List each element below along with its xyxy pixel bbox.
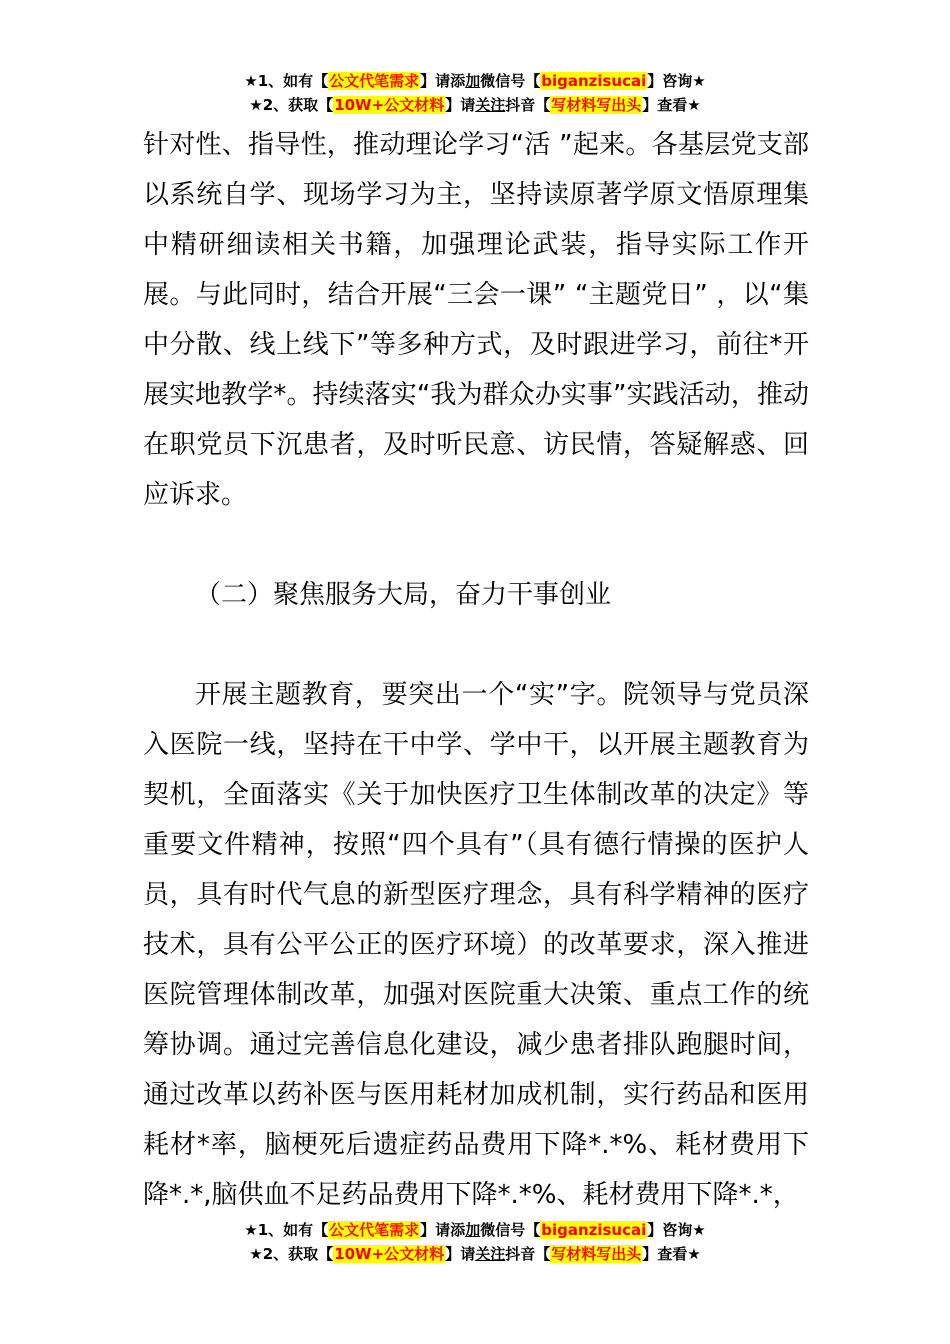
banner-line-2: [0, 1242, 950, 1266]
banner-underlined-text: 加: [465, 72, 481, 90]
banner-text: 】请: [445, 1245, 476, 1263]
banner-underlined-text: 关注: [475, 1245, 506, 1263]
banner-text: ★2、获取【: [249, 1245, 334, 1263]
banner-text: ★1、如有【: [244, 72, 329, 90]
banner-highlight: 公文代笔需求: [329, 72, 420, 90]
banner-text: 】请: [445, 96, 476, 114]
banner-highlight: 10W+公文材料: [334, 96, 445, 114]
footer-banner: [0, 1218, 950, 1266]
banner-text: 抖音【: [505, 96, 551, 114]
banner-text: 微信号【: [480, 1221, 541, 1239]
banner-highlight: 10W+公文材料: [334, 1245, 445, 1263]
banner-text: 】咨询★: [647, 1221, 706, 1239]
banner-text: 微信号【: [480, 72, 541, 90]
banner-text: ★2、获取【: [249, 96, 334, 114]
banner-text: 】请添: [420, 72, 466, 90]
document-body: [143, 120, 809, 1220]
banner-line-1: [0, 1218, 950, 1242]
banner-highlight: 公文代笔需求: [329, 1221, 420, 1239]
banner-underlined-text: 关注: [475, 96, 506, 114]
banner-highlight-wechat-id: biganzisucai: [541, 72, 647, 90]
banner-line-2: [0, 93, 950, 117]
banner-text: 】查看★: [642, 1245, 701, 1263]
header-banner: [0, 69, 950, 117]
banner-text: 】咨询★: [647, 72, 706, 90]
banner-text: 】查看★: [642, 96, 701, 114]
banner-highlight-douyin-name: 写材料写出头: [551, 96, 642, 114]
banner-line-1: [0, 69, 950, 93]
paragraph-reform: 开展主题教育，要突出一个“实”字。院领导与党员深入医院一线，坚持在干中学、学中干，以开展主题教育为契机，全面落实《关于加快医疗卫生体制改革的决定》等重要文件精神，按照“四个具有”（具有德行情操的医护人员，具有时代气息的新型医疗理念，具有科学精神的医疗技术，具有公平公正的医疗环境）的改革要求，深入推进医院管理体制改革，加强对医院重大决策、重点工作的统筹协调。通过完善信息化建设，减少患者排队跑腿时间，通过改革以药补医与医用耗材加成机制，实行药品和医用耗材*率，脑梗死后遗症药品费用下降*.*%、耗材费用下降*.*,脑供血不足药品费用下降*.*%、耗材费用下降*.*，: [143, 680, 809, 1210]
banner-text: 】请添: [420, 1221, 466, 1239]
banner-highlight-wechat-id: biganzisucai: [541, 1221, 647, 1239]
banner-text: 抖音【: [505, 1245, 551, 1263]
paragraph-study: 针对性、指导性，推动理论学习“活 ”起来。各基层党支部以系统自学、现场学习为主，坚持读原著学原文悟原理集中精研细读相关书籍，加强理论武装，指导实际工作开展。与此同时，结合开展“三会一课” “主题党日” ，以“集中分散、线上线下”等多种方式，及时跟进学习，前往*开展实地教学*。持续落实“我为群众办实事”实践活动，推动在职党员下沉患者，及时听民意、访民情，答疑解惑、回应诉求。: [143, 130, 809, 510]
banner-text: ★1、如有【: [244, 1221, 329, 1239]
banner-highlight-douyin-name: 写材料写出头: [551, 1245, 642, 1263]
banner-underlined-text: 加: [465, 1221, 481, 1239]
section-heading: （二）聚焦服务大局，奋力干事创业: [195, 580, 612, 610]
